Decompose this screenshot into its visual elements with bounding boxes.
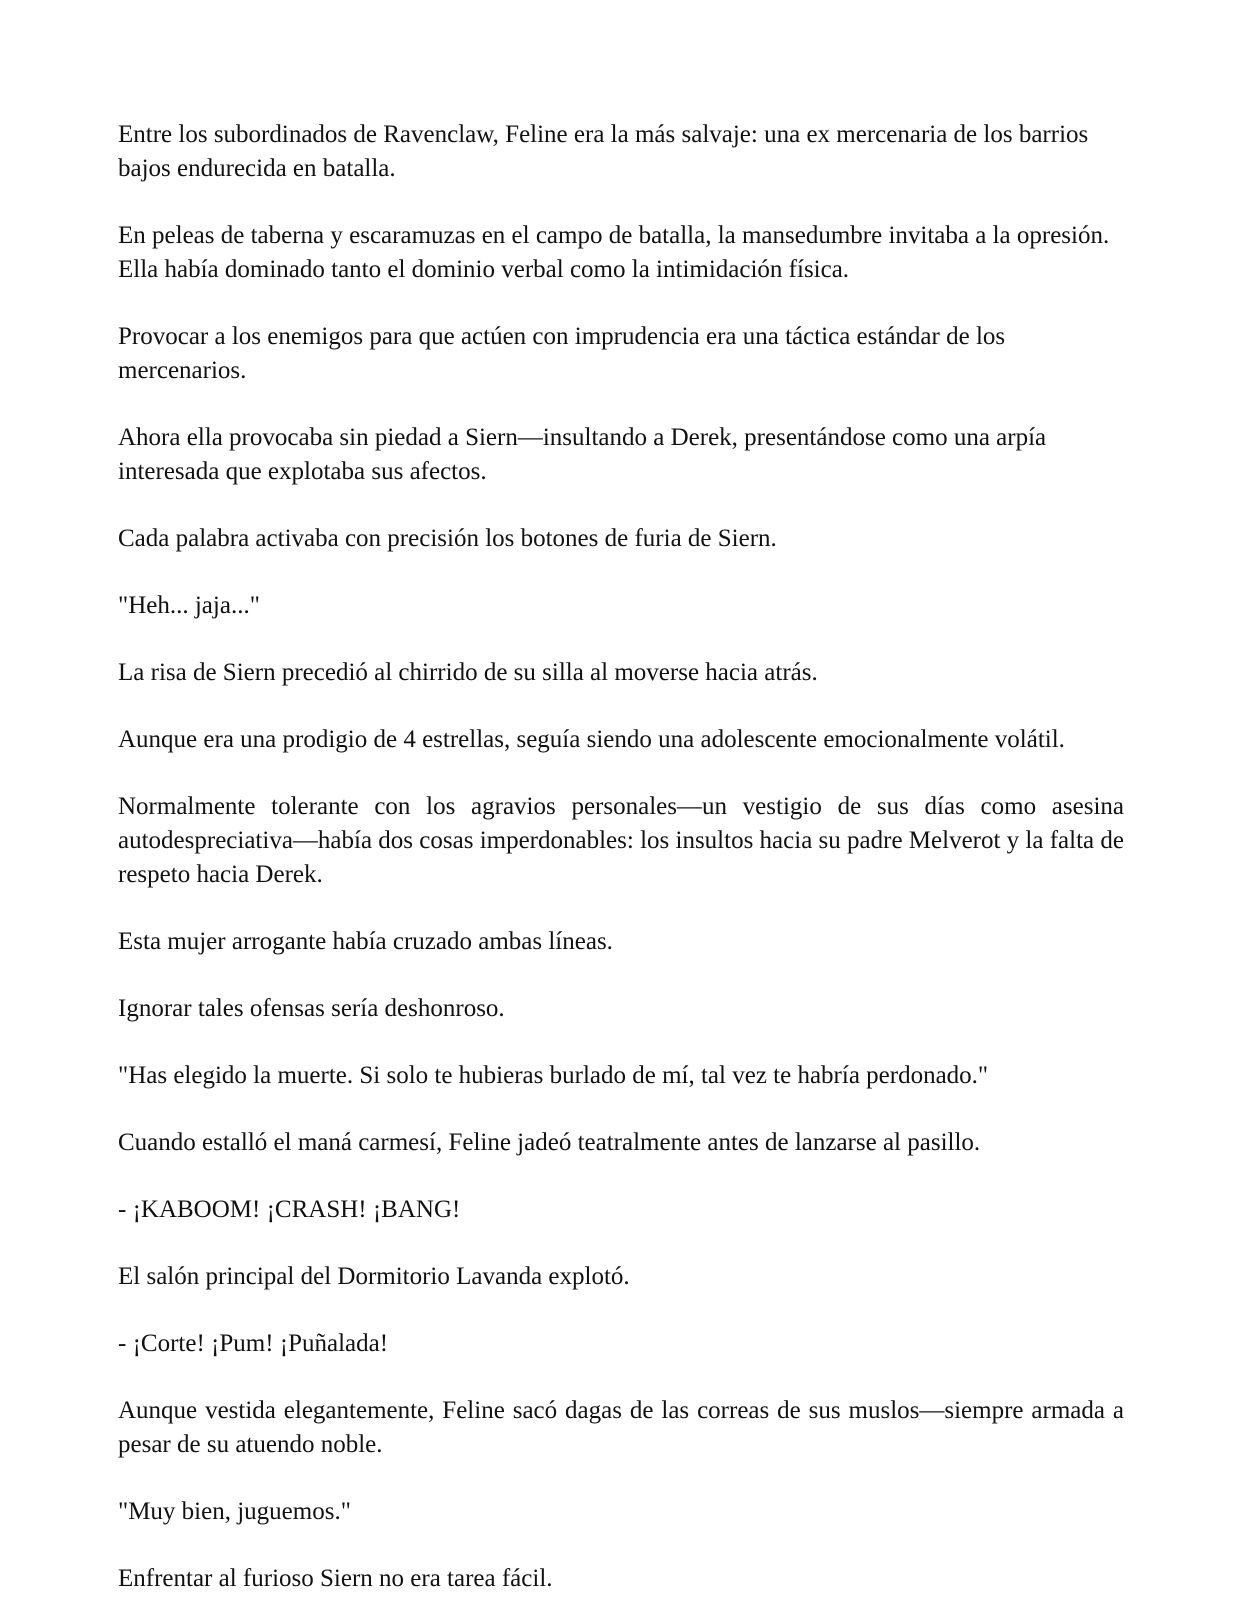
paragraph-9: Normalmente tolerante con los agravios personales—un vestigio de sus días como asesina autodespreciativa—había dos cosas imperdonables: los insultos hacia su padre Melverot y la falta de respeto hacia Derek. xyxy=(118,793,1124,888)
paragraph-10: Esta mujer arrogante había cruzado ambas líneas. xyxy=(118,928,613,955)
paragraph-6: "Heh... jaja..." xyxy=(118,592,260,619)
paragraph-12: "Has elegido la muerte. Si solo te hubieras burlado de mí, tal vez te habría perdonado." xyxy=(118,1062,989,1089)
paragraph-8: Aunque era una prodigio de 4 estrellas, seguía siendo una adolescente emocionalmente volátil. xyxy=(118,726,1065,753)
paragraph-18: "Muy bien, juguemos." xyxy=(118,1498,351,1525)
paragraph-2: En peleas de taberna y escaramuzas en el campo de batalla, la mansedumbre invitaba a la opresión. Ella había dominado tanto el dominio verbal como la intimidación física. xyxy=(118,222,1110,283)
paragraph-7: La risa de Siern precedió al chirrido de su silla al moverse hacia atrás. xyxy=(118,659,818,686)
paragraph-19: Enfrentar al furioso Siern no era tarea fácil. xyxy=(118,1565,553,1592)
paragraph-13: Cuando estalló el maná carmesí, Feline jadeó teatralmente antes de lanzarse al pasillo. xyxy=(118,1129,981,1156)
paragraph-1: Entre los subordinados de Ravenclaw, Feline era la más salvaje: una ex mercenaria de los barrios bajos endurecida en batalla. xyxy=(118,121,1089,182)
paragraph-5: Cada palabra activaba con precisión los botones de furia de Siern. xyxy=(118,525,777,552)
text-body xyxy=(118,118,1124,1620)
paragraph-17: Aunque vestida elegantemente, Feline sacó dagas de las correas de sus muslos—siempre armada a pesar de su atuendo noble. xyxy=(118,1397,1124,1458)
paragraph-16: - ¡Corte! ¡Pum! ¡Puñalada! xyxy=(118,1330,389,1357)
paragraph-3: Provocar a los enemigos para que actúen con imprudencia era una táctica estándar de los mercenarios. xyxy=(118,323,1006,384)
paragraph-4: Ahora ella provocaba sin piedad a Siern—insultando a Derek, presentándose como una arpía interesada que explotaba sus afectos. xyxy=(118,424,1047,485)
paragraph-14: - ¡KABOOM! ¡CRASH! ¡BANG! xyxy=(118,1196,461,1223)
paragraph-15: El salón principal del Dormitorio Lavanda explotó. xyxy=(118,1263,630,1290)
paragraph-11: Ignorar tales ofensas sería deshonroso. xyxy=(118,995,505,1022)
